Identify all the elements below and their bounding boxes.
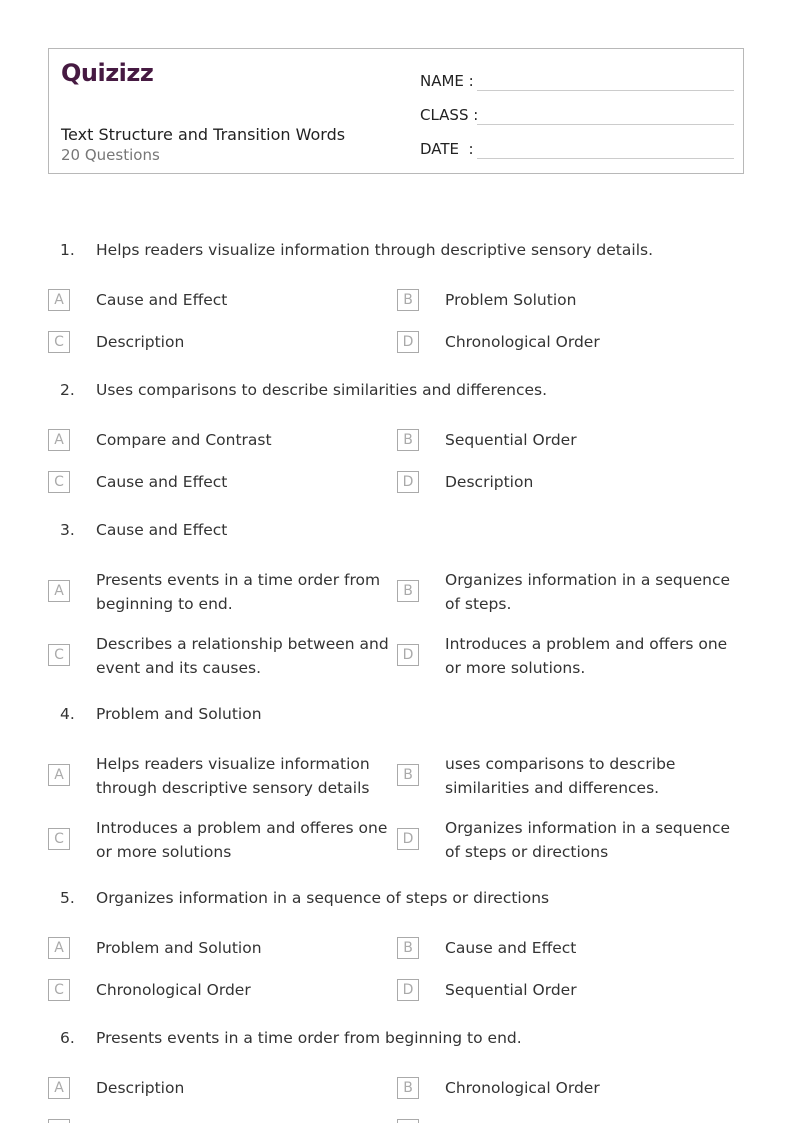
option-letter: B (397, 580, 419, 602)
option-text: Introduces a problem and offeres one or more solutions (96, 819, 388, 861)
option-text: Description (96, 1079, 185, 1097)
option-text: Cause and Effect (96, 291, 228, 309)
logo-text: Quizizz (61, 59, 154, 87)
date-label: DATE : (420, 140, 474, 158)
name-field (420, 67, 734, 91)
question-text: Uses comparisons to describe similarities and differences. (96, 381, 547, 399)
option-text: Organizes information in a sequence of steps or directions (445, 819, 731, 861)
option-letter: A (48, 937, 70, 959)
option-text: uses comparisons to describe similarities and differences. (445, 755, 676, 797)
question-text: Cause and Effect (96, 521, 228, 539)
option-text: Describes a relationship between and event and its causes. (96, 635, 389, 677)
question-number: 1. (60, 241, 75, 259)
option-letter: C (48, 828, 70, 850)
class-line[interactable] (477, 104, 734, 125)
option-letter: D (397, 979, 419, 1001)
option-text: Problem Solution (445, 291, 577, 309)
option-letter: D (397, 644, 419, 666)
option-text: Cause and Effect (445, 939, 577, 957)
question-text: Organizes information in a sequence of steps or directions (96, 889, 550, 907)
option-text: Organizes information in a sequence of steps. (445, 571, 731, 613)
option-text: Helps readers visualize information through descriptive sensory details (96, 755, 370, 797)
option-letter: C (48, 331, 70, 353)
option-letter: B (397, 1077, 419, 1099)
answer-option[interactable] (397, 1119, 727, 1123)
option-letter: B (397, 429, 419, 451)
option-text: Presents events in a time order from beginning to end. (96, 571, 381, 613)
option-letter: B (397, 764, 419, 786)
option-text: Description (96, 333, 185, 351)
option-letter: C (48, 644, 70, 666)
question-number: 4. (60, 705, 75, 723)
question-text: Helps readers visualize information through descriptive sensory details. (96, 241, 654, 259)
question-number: 2. (60, 381, 75, 399)
option-text: Chronological Order (96, 981, 251, 999)
class-label: CLASS : (420, 106, 479, 124)
question-text: Problem and Solution (96, 705, 262, 723)
option-text: Cause and Effect (96, 473, 228, 491)
option-letter: A (48, 1077, 70, 1099)
option-text: Sequential Order (445, 431, 577, 449)
option-letter (48, 1119, 70, 1123)
date-line[interactable] (477, 138, 734, 159)
option-letter: B (397, 289, 419, 311)
option-letter: A (48, 289, 70, 311)
class-field (420, 101, 734, 125)
question-number: 6. (60, 1029, 75, 1047)
option-letter: C (48, 979, 70, 1001)
question-number: 5. (60, 889, 75, 907)
name-label: NAME : (420, 72, 474, 90)
option-letter: A (48, 764, 70, 786)
option-text: Compare and Contrast (96, 431, 272, 449)
option-letter: A (48, 580, 70, 602)
question-number: 3. (60, 521, 75, 539)
option-text: Introduces a problem and offers one or more solutions. (445, 635, 728, 677)
option-text: Chronological Order (445, 333, 600, 351)
option-letter: D (397, 471, 419, 493)
name-line[interactable] (477, 70, 734, 91)
date-field (420, 135, 734, 159)
option-text: Problem and Solution (96, 939, 262, 957)
option-letter: A (48, 429, 70, 451)
answer-option[interactable] (48, 1119, 378, 1123)
question-text: Presents events in a time order from beginning to end. (96, 1029, 522, 1047)
option-text: Sequential Order (445, 981, 577, 999)
option-letter: D (397, 331, 419, 353)
question-count: 20 Questions (61, 146, 160, 164)
option-letter: D (397, 828, 419, 850)
option-letter: B (397, 937, 419, 959)
worksheet-title: Text Structure and Transition Words (61, 125, 346, 144)
option-letter (397, 1119, 419, 1123)
quizizz-logo (61, 57, 153, 89)
option-letter: C (48, 471, 70, 493)
option-text: Chronological Order (445, 1079, 600, 1097)
worksheet-header (48, 48, 744, 174)
option-text: Description (445, 473, 534, 491)
